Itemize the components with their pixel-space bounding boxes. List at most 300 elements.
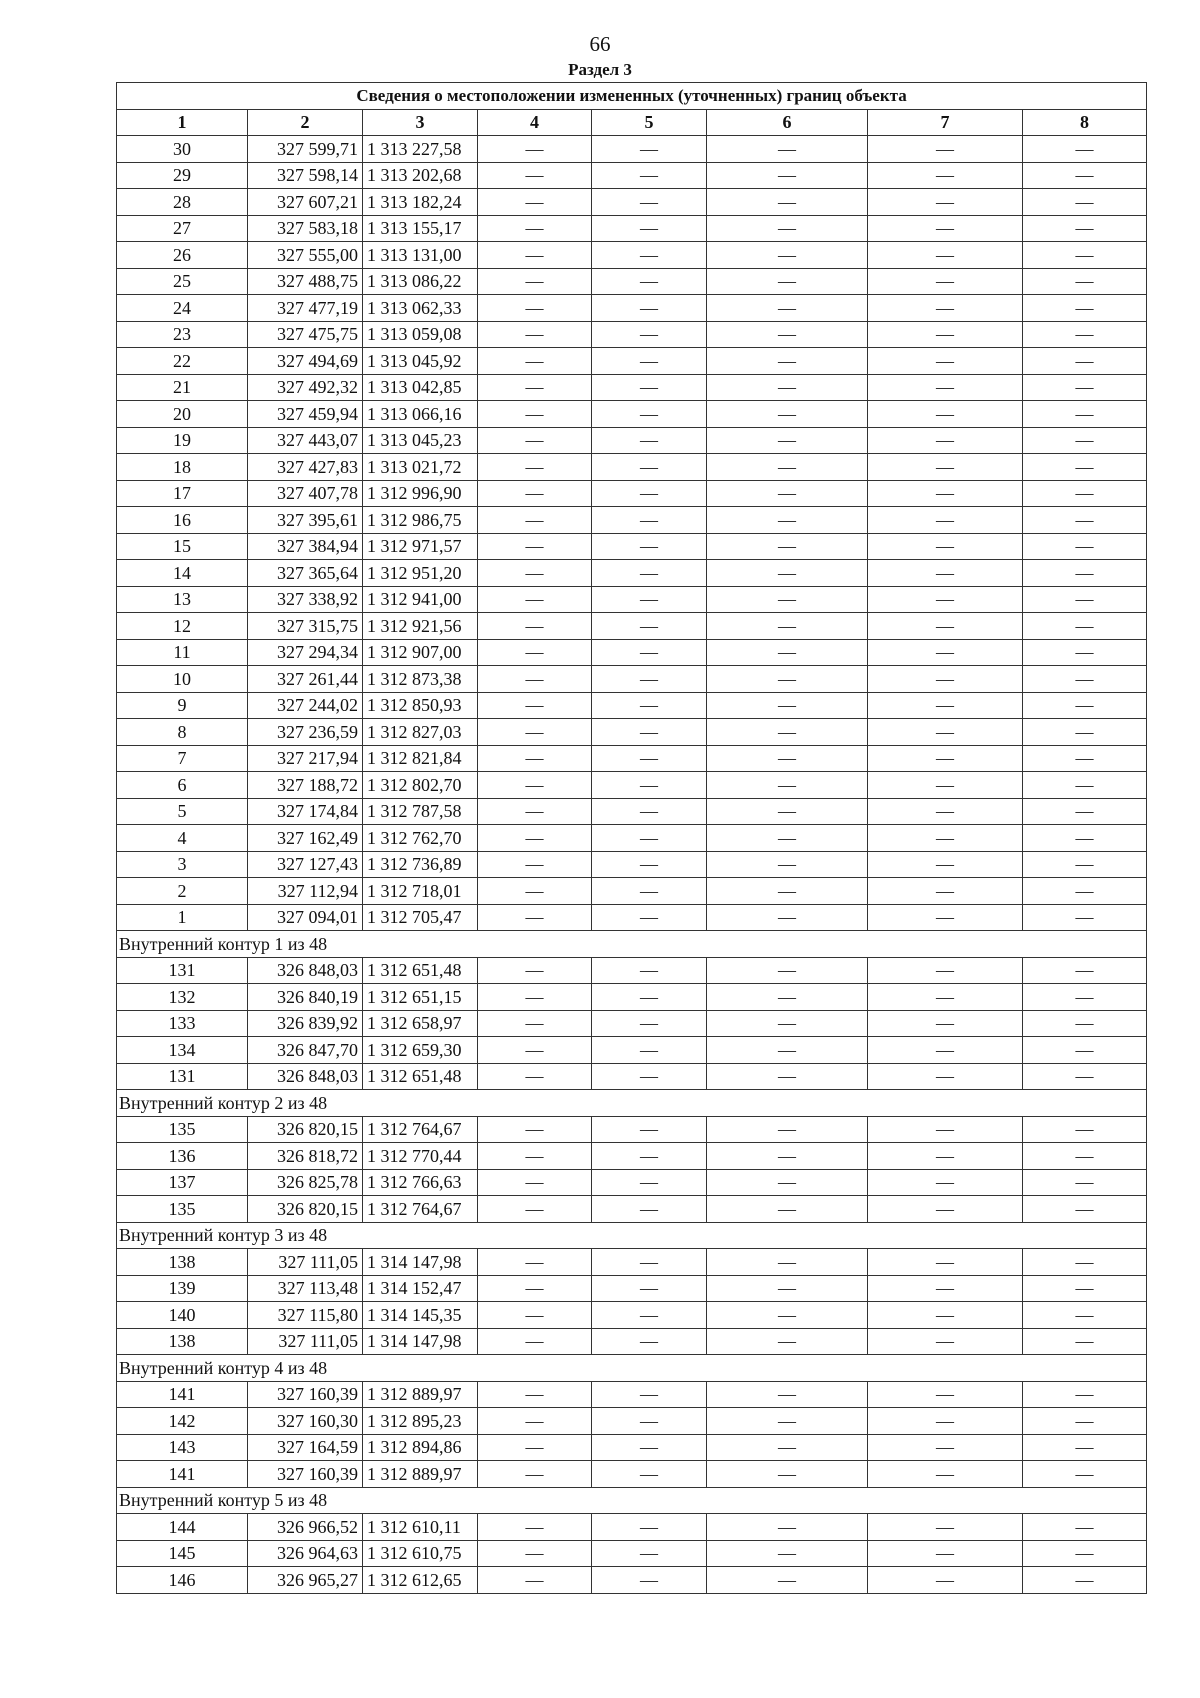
table-row: [117, 613, 1147, 640]
empty-value-dash: —: [868, 480, 1023, 507]
empty-value-dash: —: [478, 639, 592, 666]
point-number-cell: 137: [117, 1169, 248, 1196]
empty-value-dash: —: [1023, 878, 1147, 905]
empty-value-dash: —: [592, 692, 707, 719]
x-coordinate-cell: 327 127,43: [248, 851, 363, 878]
x-coordinate-cell: 327 294,34: [248, 639, 363, 666]
empty-value-dash: —: [478, 1063, 592, 1090]
empty-value-dash: —: [707, 719, 868, 746]
point-number-cell: 30: [117, 136, 248, 163]
x-coordinate-cell: 326 964,63: [248, 1540, 363, 1567]
y-coordinate-cell: 1 312 941,00: [363, 586, 478, 613]
y-coordinate-cell: 1 312 850,93: [363, 692, 478, 719]
point-number-cell: 138: [117, 1328, 248, 1355]
empty-value-dash: —: [478, 189, 592, 216]
empty-value-dash: —: [868, 984, 1023, 1011]
empty-value-dash: —: [592, 798, 707, 825]
empty-value-dash: —: [868, 1302, 1023, 1329]
empty-value-dash: —: [478, 533, 592, 560]
section-title: Раздел 3: [568, 60, 632, 79]
point-number-cell: 21: [117, 374, 248, 401]
x-coordinate-cell: 326 965,27: [248, 1567, 363, 1594]
page-number: 66: [589, 32, 611, 56]
empty-value-dash: —: [707, 984, 868, 1011]
point-number-cell: 10: [117, 666, 248, 693]
column-header: 3: [363, 109, 478, 136]
empty-value-dash: —: [707, 295, 868, 322]
table-row: [117, 1461, 1147, 1488]
table-row: [117, 851, 1147, 878]
empty-value-dash: —: [1023, 507, 1147, 534]
empty-value-dash: —: [592, 1408, 707, 1435]
empty-value-dash: —: [478, 984, 592, 1011]
x-coordinate-cell: 327 112,94: [248, 878, 363, 905]
table-row: [117, 798, 1147, 825]
empty-value-dash: —: [1023, 1010, 1147, 1037]
empty-value-dash: —: [1023, 295, 1147, 322]
empty-value-dash: —: [478, 507, 592, 534]
empty-value-dash: —: [707, 321, 868, 348]
empty-value-dash: —: [1023, 1540, 1147, 1567]
empty-value-dash: —: [707, 401, 868, 428]
point-number-cell: 141: [117, 1381, 248, 1408]
column-header-row: [117, 109, 1147, 136]
y-coordinate-cell: 1 312 894,86: [363, 1434, 478, 1461]
point-number-cell: 132: [117, 984, 248, 1011]
y-coordinate-cell: 1 313 042,85: [363, 374, 478, 401]
empty-value-dash: —: [592, 242, 707, 269]
empty-value-dash: —: [868, 1567, 1023, 1594]
y-coordinate-cell: 1 313 045,92: [363, 348, 478, 375]
empty-value-dash: —: [1023, 215, 1147, 242]
point-number-cell: 20: [117, 401, 248, 428]
point-number-cell: 141: [117, 1461, 248, 1488]
contour-label: Внутренний контур 2 из 48: [117, 1090, 1147, 1117]
empty-value-dash: —: [592, 1063, 707, 1090]
x-coordinate-cell: 327 395,61: [248, 507, 363, 534]
empty-value-dash: —: [592, 613, 707, 640]
point-number-cell: 26: [117, 242, 248, 269]
point-number-cell: 28: [117, 189, 248, 216]
y-coordinate-cell: 1 312 658,97: [363, 1010, 478, 1037]
empty-value-dash: —: [868, 162, 1023, 189]
empty-value-dash: —: [478, 1143, 592, 1170]
empty-value-dash: —: [1023, 745, 1147, 772]
point-number-cell: 15: [117, 533, 248, 560]
empty-value-dash: —: [707, 851, 868, 878]
point-number-cell: 18: [117, 454, 248, 481]
x-coordinate-cell: 327 113,48: [248, 1275, 363, 1302]
empty-value-dash: —: [707, 798, 868, 825]
x-coordinate-cell: 327 492,32: [248, 374, 363, 401]
empty-value-dash: —: [592, 1540, 707, 1567]
empty-value-dash: —: [478, 1037, 592, 1064]
table-row: [117, 1540, 1147, 1567]
empty-value-dash: —: [478, 692, 592, 719]
table-row: [117, 1434, 1147, 1461]
empty-value-dash: —: [868, 427, 1023, 454]
empty-value-dash: —: [478, 1010, 592, 1037]
x-coordinate-cell: 327 583,18: [248, 215, 363, 242]
empty-value-dash: —: [592, 1010, 707, 1037]
empty-value-dash: —: [1023, 1196, 1147, 1223]
table-row: [117, 1408, 1147, 1435]
empty-value-dash: —: [592, 984, 707, 1011]
empty-value-dash: —: [592, 719, 707, 746]
y-coordinate-cell: 1 312 921,56: [363, 613, 478, 640]
y-coordinate-cell: 1 312 659,30: [363, 1037, 478, 1064]
column-header: 1: [117, 109, 248, 136]
empty-value-dash: —: [592, 507, 707, 534]
point-number-cell: 146: [117, 1567, 248, 1594]
empty-value-dash: —: [478, 613, 592, 640]
empty-value-dash: —: [1023, 268, 1147, 295]
point-number-cell: 133: [117, 1010, 248, 1037]
table-row: [117, 1249, 1147, 1276]
y-coordinate-cell: 1 312 889,97: [363, 1461, 478, 1488]
point-number-cell: 131: [117, 1063, 248, 1090]
y-coordinate-cell: 1 312 762,70: [363, 825, 478, 852]
x-coordinate-cell: 327 488,75: [248, 268, 363, 295]
point-number-cell: 144: [117, 1514, 248, 1541]
x-coordinate-cell: 326 848,03: [248, 1063, 363, 1090]
empty-value-dash: —: [592, 1434, 707, 1461]
y-coordinate-cell: 1 313 066,16: [363, 401, 478, 428]
x-coordinate-cell: 327 111,05: [248, 1328, 363, 1355]
empty-value-dash: —: [478, 666, 592, 693]
empty-value-dash: —: [868, 454, 1023, 481]
empty-value-dash: —: [868, 321, 1023, 348]
y-coordinate-cell: 1 312 873,38: [363, 666, 478, 693]
point-number-cell: 131: [117, 957, 248, 984]
table-row: [117, 1037, 1147, 1064]
y-coordinate-cell: 1 312 821,84: [363, 745, 478, 772]
y-coordinate-cell: 1 313 062,33: [363, 295, 478, 322]
empty-value-dash: —: [868, 798, 1023, 825]
y-coordinate-cell: 1 312 612,65: [363, 1567, 478, 1594]
table-row: [117, 1169, 1147, 1196]
table-row: [117, 878, 1147, 905]
table-row: [117, 507, 1147, 534]
empty-value-dash: —: [1023, 825, 1147, 852]
x-coordinate-cell: 327 459,94: [248, 401, 363, 428]
empty-value-dash: —: [707, 189, 868, 216]
column-header: 2: [248, 109, 363, 136]
empty-value-dash: —: [1023, 427, 1147, 454]
empty-value-dash: —: [868, 745, 1023, 772]
empty-value-dash: —: [478, 1275, 592, 1302]
empty-value-dash: —: [707, 692, 868, 719]
empty-value-dash: —: [868, 851, 1023, 878]
point-number-cell: 135: [117, 1116, 248, 1143]
empty-value-dash: —: [707, 1408, 868, 1435]
point-number-cell: 16: [117, 507, 248, 534]
empty-value-dash: —: [592, 1143, 707, 1170]
empty-value-dash: —: [868, 1249, 1023, 1276]
y-coordinate-cell: 1 312 770,44: [363, 1143, 478, 1170]
point-number-cell: 6: [117, 772, 248, 799]
y-coordinate-cell: 1 313 131,00: [363, 242, 478, 269]
empty-value-dash: —: [707, 480, 868, 507]
empty-value-dash: —: [707, 613, 868, 640]
empty-value-dash: —: [1023, 613, 1147, 640]
empty-value-dash: —: [707, 215, 868, 242]
y-coordinate-cell: 1 312 736,89: [363, 851, 478, 878]
y-coordinate-cell: 1 312 986,75: [363, 507, 478, 534]
empty-value-dash: —: [592, 401, 707, 428]
point-number-cell: 24: [117, 295, 248, 322]
empty-value-dash: —: [868, 295, 1023, 322]
table-row: [117, 1275, 1147, 1302]
empty-value-dash: —: [592, 1381, 707, 1408]
empty-value-dash: —: [592, 1328, 707, 1355]
x-coordinate-cell: 327 164,59: [248, 1434, 363, 1461]
empty-value-dash: —: [868, 189, 1023, 216]
point-number-cell: 142: [117, 1408, 248, 1435]
table-row: [117, 957, 1147, 984]
empty-value-dash: —: [868, 692, 1023, 719]
empty-value-dash: —: [592, 348, 707, 375]
column-header: 8: [1023, 109, 1147, 136]
x-coordinate-cell: 327 162,49: [248, 825, 363, 852]
empty-value-dash: —: [478, 1434, 592, 1461]
empty-value-dash: —: [1023, 984, 1147, 1011]
table-row: [117, 480, 1147, 507]
empty-value-dash: —: [868, 1275, 1023, 1302]
empty-value-dash: —: [478, 1381, 592, 1408]
empty-value-dash: —: [707, 1567, 868, 1594]
y-coordinate-cell: 1 313 155,17: [363, 215, 478, 242]
x-coordinate-cell: 327 443,07: [248, 427, 363, 454]
empty-value-dash: —: [1023, 533, 1147, 560]
empty-value-dash: —: [592, 1567, 707, 1594]
point-number-cell: 135: [117, 1196, 248, 1223]
empty-value-dash: —: [592, 533, 707, 560]
point-number-cell: 143: [117, 1434, 248, 1461]
empty-value-dash: —: [478, 215, 592, 242]
table-row: [117, 1143, 1147, 1170]
y-coordinate-cell: 1 313 202,68: [363, 162, 478, 189]
point-number-cell: 2: [117, 878, 248, 905]
empty-value-dash: —: [1023, 162, 1147, 189]
table-row: [117, 1302, 1147, 1329]
coordinates-table: [116, 82, 1147, 1594]
y-coordinate-cell: 1 312 827,03: [363, 719, 478, 746]
y-coordinate-cell: 1 313 059,08: [363, 321, 478, 348]
point-number-cell: 140: [117, 1302, 248, 1329]
empty-value-dash: —: [707, 1143, 868, 1170]
empty-value-dash: —: [592, 1116, 707, 1143]
empty-value-dash: —: [1023, 639, 1147, 666]
y-coordinate-cell: 1 312 802,70: [363, 772, 478, 799]
empty-value-dash: —: [707, 427, 868, 454]
empty-value-dash: —: [707, 348, 868, 375]
x-coordinate-cell: 327 094,01: [248, 904, 363, 931]
empty-value-dash: —: [478, 1540, 592, 1567]
empty-value-dash: —: [707, 1540, 868, 1567]
point-number-cell: 134: [117, 1037, 248, 1064]
y-coordinate-cell: 1 312 787,58: [363, 798, 478, 825]
empty-value-dash: —: [592, 1249, 707, 1276]
table-row: [117, 215, 1147, 242]
empty-value-dash: —: [1023, 1567, 1147, 1594]
empty-value-dash: —: [868, 1169, 1023, 1196]
table-row: [117, 1328, 1147, 1355]
empty-value-dash: —: [1023, 189, 1147, 216]
empty-value-dash: —: [592, 215, 707, 242]
point-number-cell: 7: [117, 745, 248, 772]
empty-value-dash: —: [478, 1328, 592, 1355]
table-row: [117, 1567, 1147, 1594]
empty-value-dash: —: [478, 268, 592, 295]
x-coordinate-cell: 326 825,78: [248, 1169, 363, 1196]
empty-value-dash: —: [1023, 1408, 1147, 1435]
table-row: [117, 1196, 1147, 1223]
empty-value-dash: —: [1023, 1169, 1147, 1196]
empty-value-dash: —: [707, 560, 868, 587]
table-row: [117, 666, 1147, 693]
empty-value-dash: —: [1023, 1328, 1147, 1355]
empty-value-dash: —: [868, 957, 1023, 984]
x-coordinate-cell: 327 174,84: [248, 798, 363, 825]
empty-value-dash: —: [868, 1063, 1023, 1090]
empty-value-dash: —: [478, 162, 592, 189]
empty-value-dash: —: [478, 427, 592, 454]
empty-value-dash: —: [868, 507, 1023, 534]
empty-value-dash: —: [592, 745, 707, 772]
table-row: [117, 1010, 1147, 1037]
empty-value-dash: —: [1023, 719, 1147, 746]
x-coordinate-cell: 326 840,19: [248, 984, 363, 1011]
empty-value-dash: —: [707, 1063, 868, 1090]
empty-value-dash: —: [478, 401, 592, 428]
table-row: [117, 772, 1147, 799]
empty-value-dash: —: [592, 189, 707, 216]
table-row: [117, 639, 1147, 666]
y-coordinate-cell: 1 313 021,72: [363, 454, 478, 481]
contour-header-row: [117, 931, 1147, 958]
contour-header-row: [117, 1487, 1147, 1514]
empty-value-dash: —: [592, 162, 707, 189]
empty-value-dash: —: [868, 904, 1023, 931]
empty-value-dash: —: [478, 454, 592, 481]
column-header: 4: [478, 109, 592, 136]
y-coordinate-cell: 1 314 147,98: [363, 1249, 478, 1276]
y-coordinate-cell: 1 312 951,20: [363, 560, 478, 587]
empty-value-dash: —: [592, 957, 707, 984]
empty-value-dash: —: [1023, 136, 1147, 163]
y-coordinate-cell: 1 312 895,23: [363, 1408, 478, 1435]
table-row: [117, 984, 1147, 1011]
empty-value-dash: —: [707, 1116, 868, 1143]
empty-value-dash: —: [868, 666, 1023, 693]
y-coordinate-cell: 1 312 610,11: [363, 1514, 478, 1541]
empty-value-dash: —: [592, 480, 707, 507]
point-number-cell: 12: [117, 613, 248, 640]
x-coordinate-cell: 327 188,72: [248, 772, 363, 799]
table-row: [117, 401, 1147, 428]
empty-value-dash: —: [1023, 586, 1147, 613]
empty-value-dash: —: [868, 374, 1023, 401]
empty-value-dash: —: [868, 1461, 1023, 1488]
y-coordinate-cell: 1 313 182,24: [363, 189, 478, 216]
y-coordinate-cell: 1 313 227,58: [363, 136, 478, 163]
empty-value-dash: —: [868, 878, 1023, 905]
empty-value-dash: —: [707, 1328, 868, 1355]
empty-value-dash: —: [1023, 1249, 1147, 1276]
x-coordinate-cell: 327 427,83: [248, 454, 363, 481]
empty-value-dash: —: [868, 639, 1023, 666]
y-coordinate-cell: 1 312 610,75: [363, 1540, 478, 1567]
empty-value-dash: —: [1023, 1116, 1147, 1143]
point-number-cell: 1: [117, 904, 248, 931]
empty-value-dash: —: [707, 162, 868, 189]
empty-value-dash: —: [868, 1434, 1023, 1461]
empty-value-dash: —: [707, 878, 868, 905]
empty-value-dash: —: [478, 1302, 592, 1329]
column-header: 6: [707, 109, 868, 136]
empty-value-dash: —: [868, 136, 1023, 163]
empty-value-dash: —: [707, 1249, 868, 1276]
empty-value-dash: —: [868, 1116, 1023, 1143]
empty-value-dash: —: [478, 136, 592, 163]
empty-value-dash: —: [707, 1302, 868, 1329]
empty-value-dash: —: [707, 957, 868, 984]
x-coordinate-cell: 327 315,75: [248, 613, 363, 640]
empty-value-dash: —: [478, 957, 592, 984]
x-coordinate-cell: 327 384,94: [248, 533, 363, 560]
empty-value-dash: —: [707, 136, 868, 163]
empty-value-dash: —: [478, 348, 592, 375]
empty-value-dash: —: [707, 1010, 868, 1037]
empty-value-dash: —: [707, 1381, 868, 1408]
contour-label: Внутренний контур 3 из 48: [117, 1222, 1147, 1249]
empty-value-dash: —: [478, 1514, 592, 1541]
empty-value-dash: —: [1023, 1302, 1147, 1329]
empty-value-dash: —: [1023, 1143, 1147, 1170]
empty-value-dash: —: [1023, 480, 1147, 507]
empty-value-dash: —: [478, 825, 592, 852]
empty-value-dash: —: [1023, 1063, 1147, 1090]
contour-label: Внутренний контур 4 из 48: [117, 1355, 1147, 1382]
x-coordinate-cell: 327 338,92: [248, 586, 363, 613]
point-number-cell: 13: [117, 586, 248, 613]
empty-value-dash: —: [868, 1540, 1023, 1567]
empty-value-dash: —: [707, 242, 868, 269]
point-number-cell: 145: [117, 1540, 248, 1567]
empty-value-dash: —: [478, 1116, 592, 1143]
empty-value-dash: —: [1023, 798, 1147, 825]
x-coordinate-cell: 327 365,64: [248, 560, 363, 587]
empty-value-dash: —: [478, 374, 592, 401]
point-number-cell: 138: [117, 1249, 248, 1276]
y-coordinate-cell: 1 313 086,22: [363, 268, 478, 295]
point-number-cell: 4: [117, 825, 248, 852]
x-coordinate-cell: 327 160,30: [248, 1408, 363, 1435]
empty-value-dash: —: [868, 348, 1023, 375]
empty-value-dash: —: [1023, 242, 1147, 269]
table-row: [117, 560, 1147, 587]
table-row: [117, 1381, 1147, 1408]
contour-label: Внутренний контур 1 из 48: [117, 931, 1147, 958]
x-coordinate-cell: 327 244,02: [248, 692, 363, 719]
empty-value-dash: —: [1023, 374, 1147, 401]
empty-value-dash: —: [478, 1169, 592, 1196]
empty-value-dash: —: [478, 560, 592, 587]
empty-value-dash: —: [707, 639, 868, 666]
empty-value-dash: —: [478, 586, 592, 613]
y-coordinate-cell: 1 312 651,48: [363, 1063, 478, 1090]
